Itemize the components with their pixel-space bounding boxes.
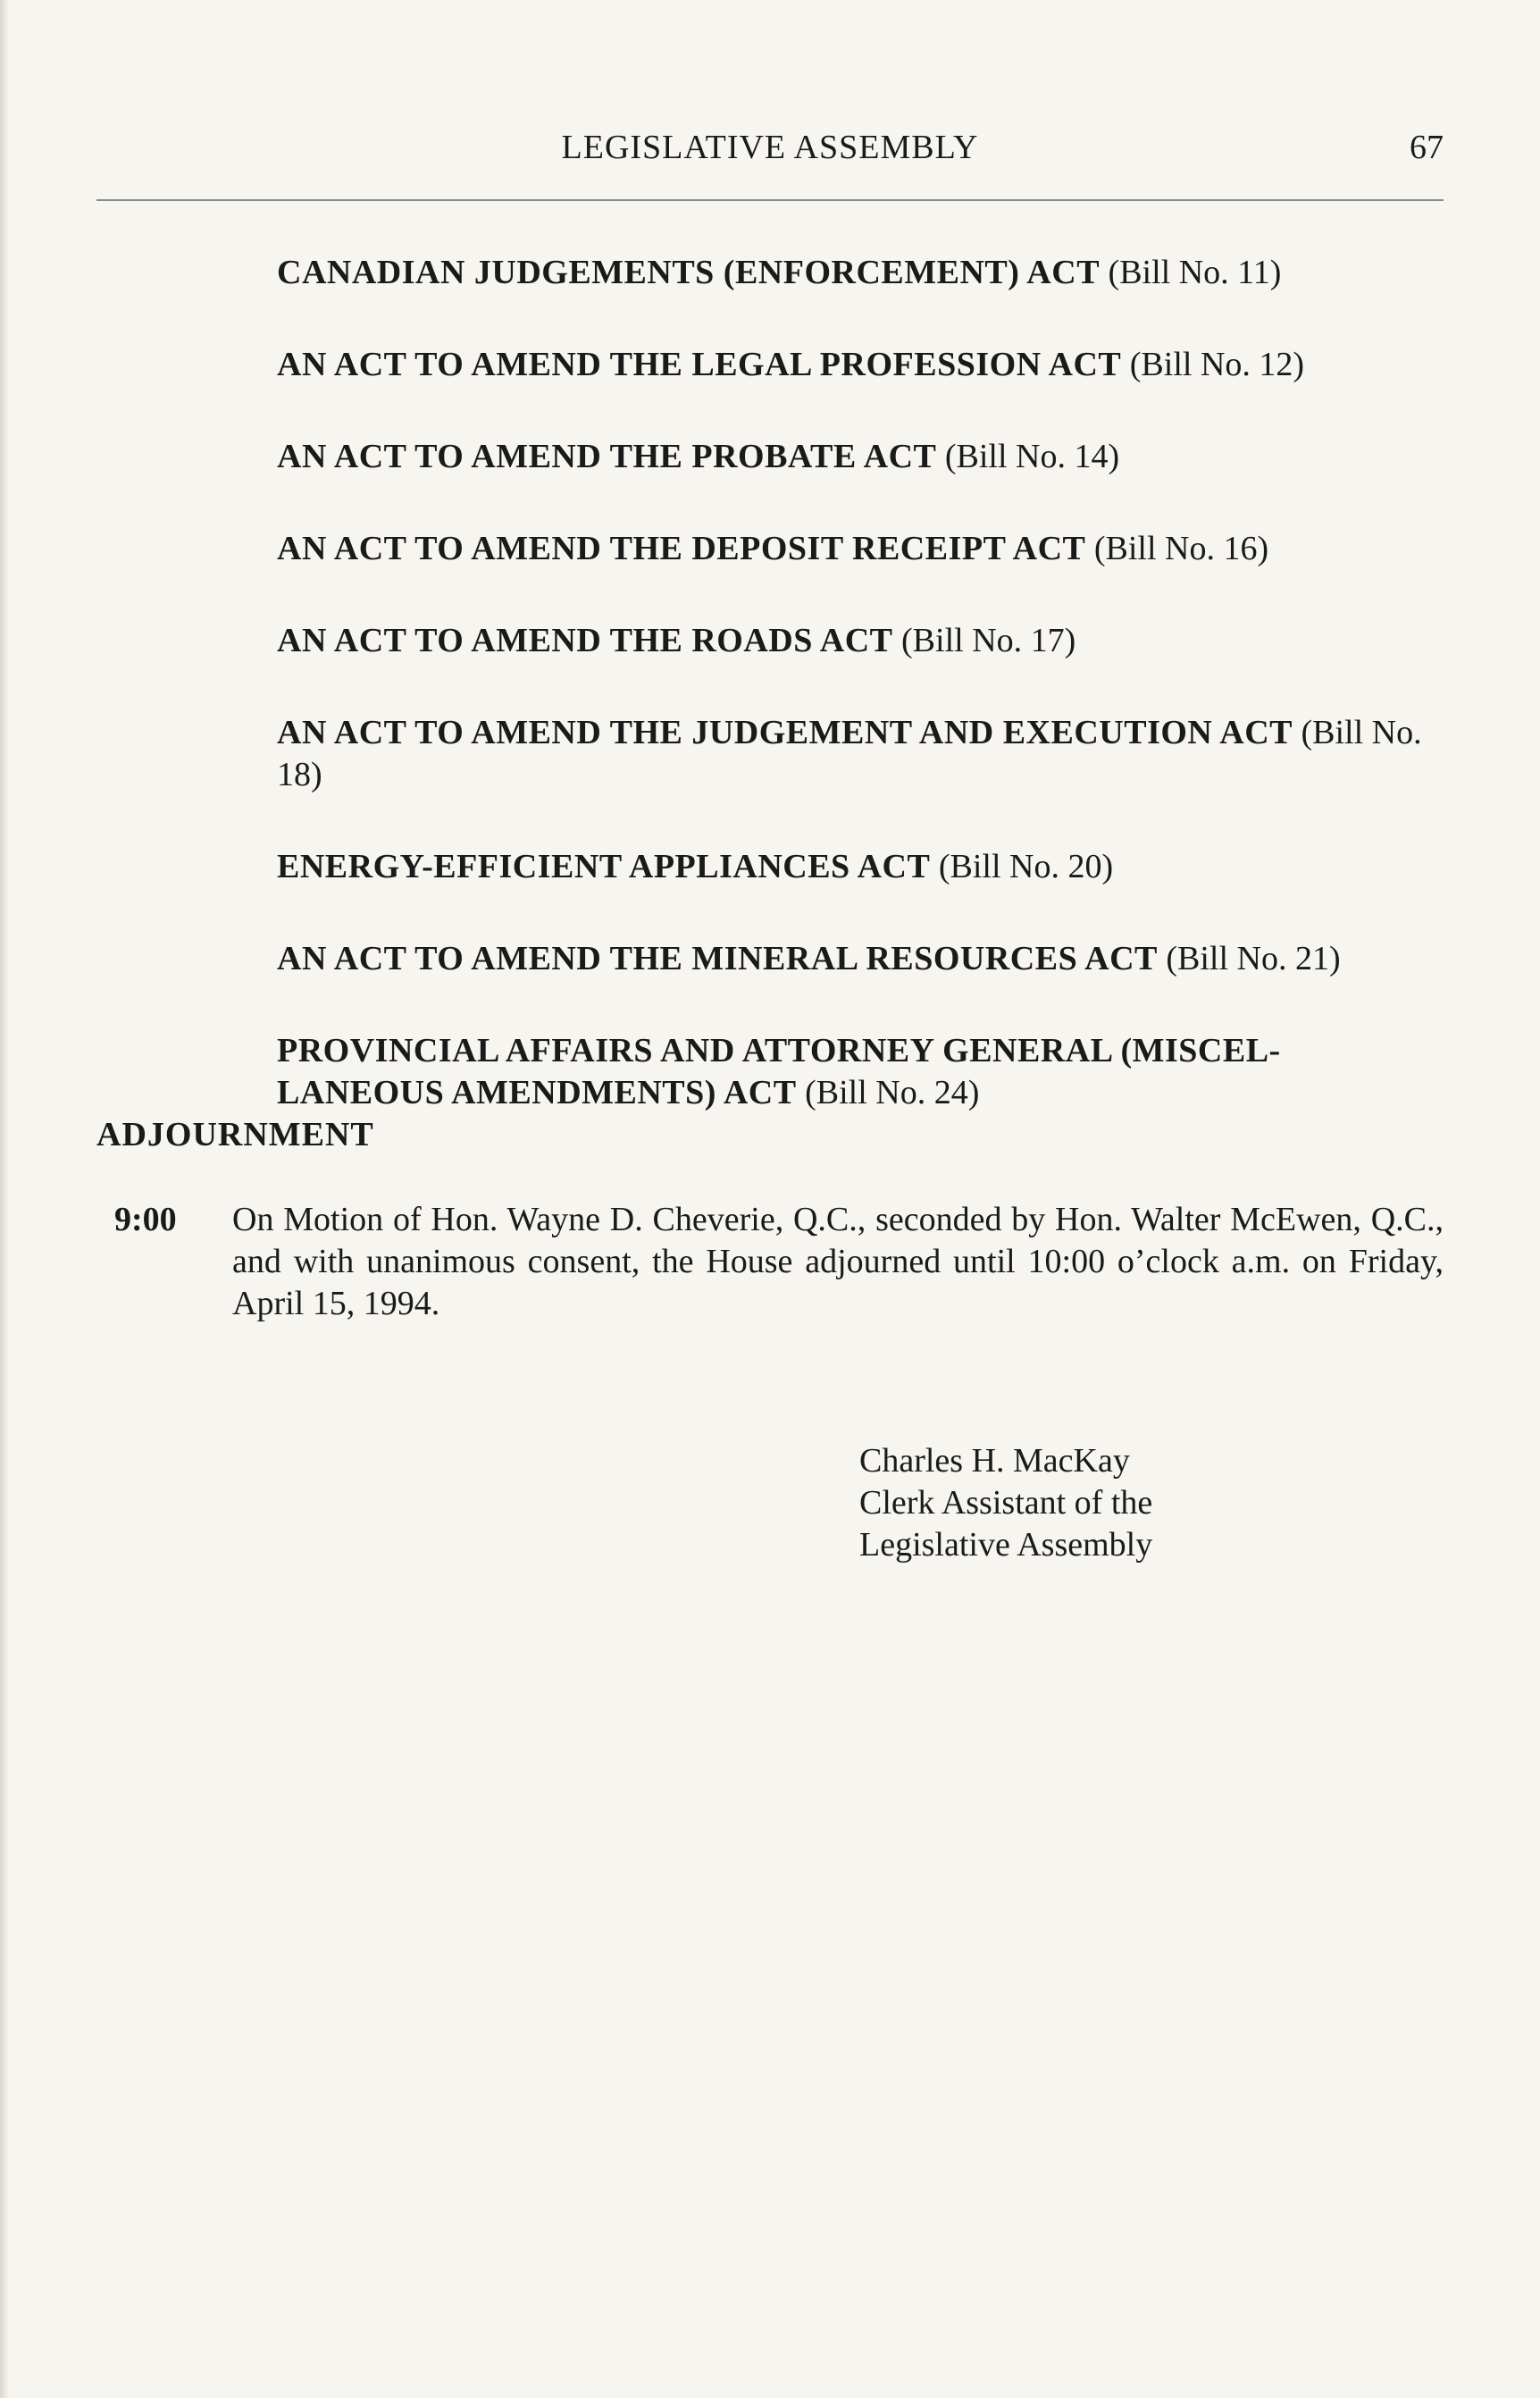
bill-entry	[277, 528, 1444, 570]
bill-entry	[277, 252, 1444, 294]
bill-title: AN ACT TO AMEND THE MINERAL RESOURCES ACT	[277, 940, 1158, 977]
bill-entry	[277, 712, 1444, 796]
bill-title: PROVINCIAL AFFAIRS AND ATTORNEY GENERAL (MISCEL-LANEOUS AMENDMENTS) ACT	[277, 1032, 1281, 1111]
bill-entry	[277, 1030, 1444, 1114]
signatory-title-line2: Legislative Assembly	[859, 1526, 1153, 1564]
bill-entry	[277, 620, 1444, 662]
bill-title: AN ACT TO AMEND THE JUDGEMENT AND EXECUTION ACT	[277, 714, 1293, 751]
signatory-title-line1: Clerk Assistant of the	[859, 1484, 1153, 1522]
running-header	[96, 128, 1444, 172]
bill-number: (Bill No. 14)	[944, 438, 1120, 475]
bill-number: (Bill No. 24)	[805, 1074, 980, 1111]
running-title: LEGISLATIVE ASSEMBLY	[561, 129, 979, 166]
bill-entry	[277, 344, 1444, 386]
bill-number: (Bill No. 16)	[1093, 530, 1269, 567]
entry-text: On Motion of Hon. Wayne D. Cheverie, Q.C., seconded by Hon. Walter McEwen, Q.C., and with unanimous consent, the House adjourned until 10:00 o’clock a.m. on Friday, April 15, 1994.	[232, 1201, 1444, 1322]
bill-entry	[277, 938, 1444, 980]
bill-number: (Bill No. 11)	[1108, 254, 1282, 291]
signatory-name: Charles H. MacKay	[859, 1442, 1130, 1480]
bill-list	[277, 252, 1444, 1164]
header-rule	[96, 199, 1444, 201]
bill-title: AN ACT TO AMEND THE ROADS ACT	[277, 622, 893, 659]
entry-time: 9:00	[114, 1201, 177, 1238]
bill-number: (Bill No. 17)	[901, 622, 1076, 659]
bill-number: (Bill No. 21)	[1166, 940, 1341, 977]
bill-number: (Bill No. 18)	[277, 714, 1422, 793]
bill-number: (Bill No. 12)	[1129, 346, 1305, 383]
bill-number: (Bill No. 20)	[938, 848, 1114, 885]
bill-title: CANADIAN JUDGEMENTS (ENFORCEMENT) ACT	[277, 254, 1101, 291]
bill-title: ENERGY-EFFICIENT APPLIANCES ACT	[277, 848, 931, 885]
bill-title: AN ACT TO AMEND THE LEGAL PROFESSION ACT	[277, 346, 1122, 383]
adjournment-heading: ADJOURNMENT	[96, 1116, 374, 1153]
signature-block	[859, 1440, 1152, 1566]
bill-title: AN ACT TO AMEND THE DEPOSIT RECEIPT ACT	[277, 530, 1086, 567]
page-number: 67	[1410, 129, 1444, 166]
bill-entry	[277, 846, 1444, 888]
page-edge-shadow	[0, 0, 9, 2398]
bill-title: AN ACT TO AMEND THE PROBATE ACT	[277, 438, 937, 475]
bill-entry	[277, 436, 1444, 478]
